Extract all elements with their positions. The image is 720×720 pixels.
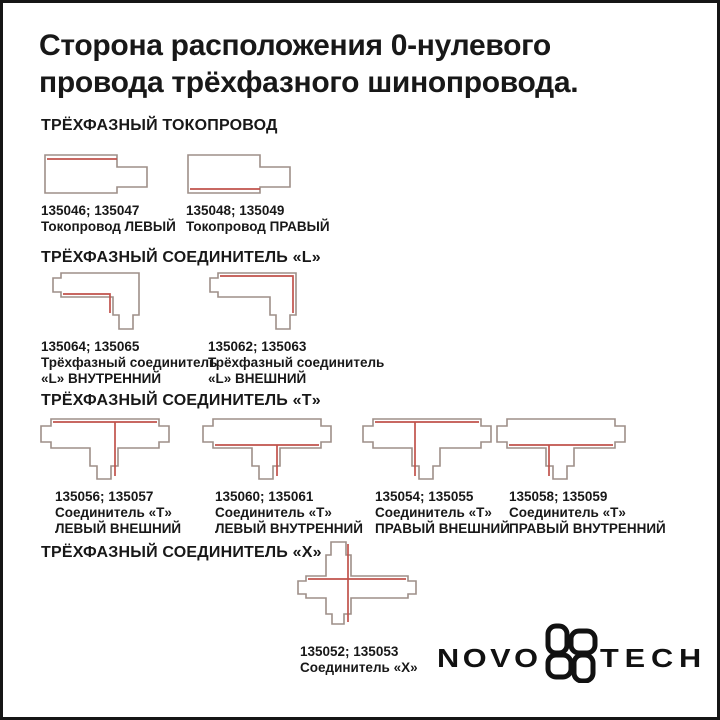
catalog-item-t-right-outer xyxy=(361,416,510,537)
item-codes: 135060; 135061 xyxy=(215,489,314,504)
track-right-diagram-icon xyxy=(186,153,292,195)
catalog-item-l-inner xyxy=(41,269,217,387)
item-codes: 135062; 135063 xyxy=(208,339,307,354)
catalog-item-l-outer xyxy=(208,269,384,387)
item-label: ЛЕВЫЙ ВНЕШНИЙ xyxy=(55,521,182,536)
item-label: Трёхфазный соединитель xyxy=(41,355,218,370)
track-left-diagram-icon xyxy=(43,153,149,195)
item-codes: 135046; 135047 xyxy=(41,203,140,218)
catalog-item-t-left-inner xyxy=(201,416,363,537)
item-label: «L» ВНЕШНИЙ xyxy=(208,371,307,386)
section-header-x-connector: ТРЁХФАЗНЫЙ СОЕДИНИТЕЛЬ «Х» xyxy=(41,544,322,561)
section-header-track: ТРЁХФАЗНЫЙ ТОКОПРОВОД xyxy=(41,117,278,134)
item-label: Соединитель «Т» xyxy=(509,505,626,520)
item-label: «L» ВНУТРЕННИЙ xyxy=(41,371,162,386)
l-connector-outer-diagram-icon xyxy=(208,269,300,331)
item-codes: 135064; 135065 xyxy=(41,339,140,354)
item-label: Токопровод ЛЕВЫЙ xyxy=(41,219,176,234)
x-connector-diagram-icon xyxy=(296,540,418,626)
catalog-item-track-left xyxy=(41,153,176,235)
item-label: Соединитель «Т» xyxy=(375,505,492,520)
page-title-line1: Сторона расположения 0-нулевого xyxy=(39,29,551,62)
section-header-t-connector: ТРЁХФАЗНЫЙ СОЕДИНИТЕЛЬ «Т» xyxy=(41,392,321,409)
item-codes: 135052; 135053 xyxy=(300,644,399,659)
catalog-item-x-label xyxy=(300,644,418,676)
logo-text-tech: TECH xyxy=(599,642,707,673)
item-label: ПРАВЫЙ ВНЕШНИЙ xyxy=(375,521,510,536)
t-connector-right-inner-diagram-icon xyxy=(495,416,627,482)
page-title xyxy=(39,27,578,101)
page-title-line2: провода трёхфазного шинопровода. xyxy=(39,66,579,99)
catalog-item-x-diagram xyxy=(296,540,418,626)
section-header-l-connector: ТРЁХФАЗНЫЙ СОЕДИНИТЕЛЬ «L» xyxy=(41,249,321,266)
catalog-item-t-left-outer xyxy=(39,416,181,537)
catalog-item-track-right xyxy=(186,153,330,235)
item-label: Токопровод ПРАВЫЙ xyxy=(186,219,330,234)
item-label: Трёхфазный соединитель xyxy=(208,355,385,370)
item-codes: 135048; 135049 xyxy=(186,203,285,218)
l-connector-inner-diagram-icon xyxy=(51,269,143,331)
item-codes: 135056; 135057 xyxy=(55,489,154,504)
logo-text-novo: NOVO xyxy=(437,642,542,673)
item-label: ЛЕВЫЙ ВНУТРЕННИЙ xyxy=(215,521,363,536)
item-label: Соединитель «Т» xyxy=(55,505,172,520)
novotech-flower-icon xyxy=(544,623,598,683)
t-connector-left-inner-diagram-icon xyxy=(201,416,333,482)
novotech-logo xyxy=(437,623,707,683)
t-connector-left-outer-diagram-icon xyxy=(39,416,171,482)
catalog-item-t-right-inner xyxy=(495,416,666,537)
item-codes: 135054; 135055 xyxy=(375,489,474,504)
item-label: Соединитель «Х» xyxy=(300,660,418,675)
item-label: Соединитель «Т» xyxy=(215,505,332,520)
item-label: ПРАВЫЙ ВНУТРЕННИЙ xyxy=(509,521,666,536)
t-connector-right-outer-diagram-icon xyxy=(361,416,493,482)
item-codes: 135058; 135059 xyxy=(509,489,608,504)
